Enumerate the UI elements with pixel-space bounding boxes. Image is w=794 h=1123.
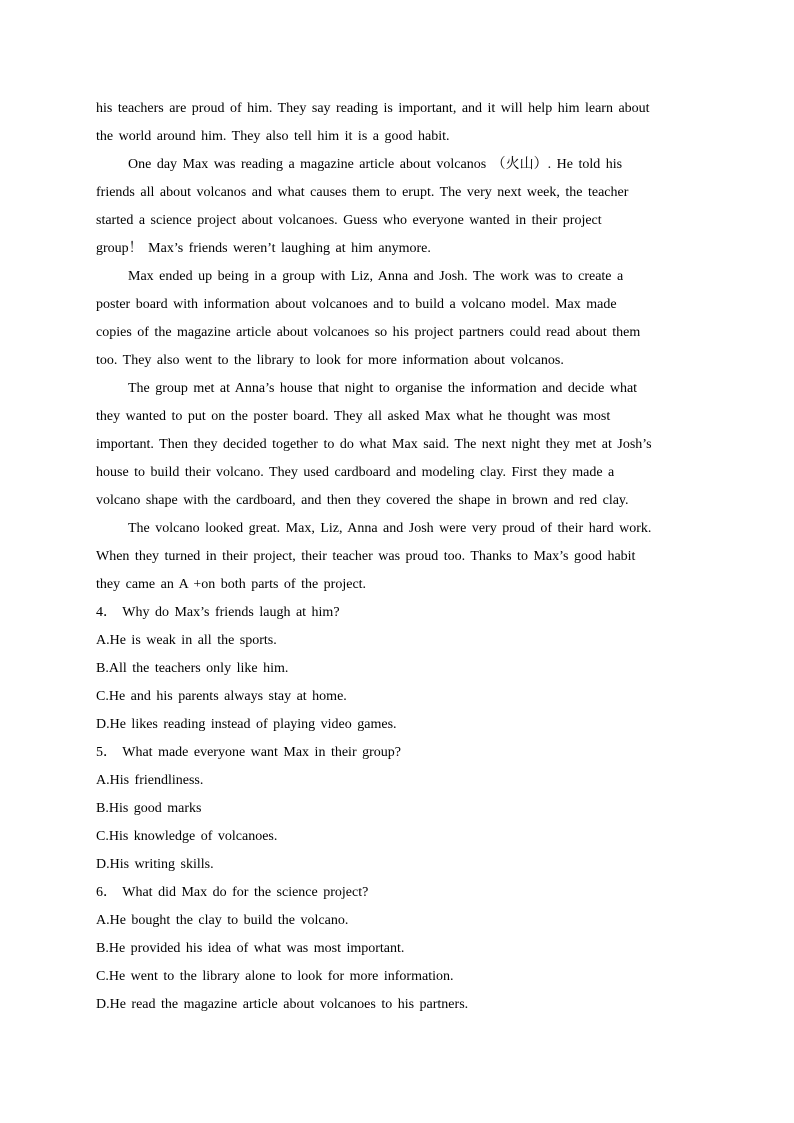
answer-option: D.He read the magazine article about volcanoes to his partners. <box>96 997 469 1012</box>
text-line: When they turned in their project, their teacher was proud too. Thanks to Max’s good habit <box>96 549 636 564</box>
text-line: group！ Max’s friends weren’t laughing at him anymore. <box>96 241 431 256</box>
answer-option: C.He and his parents always stay at home. <box>96 689 347 704</box>
text-line: The group met at Anna’s house that night to organise the information and decide what <box>128 381 638 396</box>
question-6 <box>96 879 696 1019</box>
text-line: his teachers are proud of him. They say reading is important, and it will help him learn about <box>96 101 650 116</box>
text-line: poster board with information about volcanoes and to build a volcano model. Max made <box>96 297 617 312</box>
answer-option: A.His friendliness. <box>96 773 204 788</box>
answer-option: C.He went to the library alone to look for more information. <box>96 969 454 984</box>
question-list <box>96 599 696 1019</box>
paragraph-4 <box>96 375 696 515</box>
paragraph-3 <box>96 263 696 375</box>
text-line: One day Max was reading a magazine article about volcanos （火山）. He told his <box>128 157 623 172</box>
text-line: the world around him. They also tell him it is a good habit. <box>96 129 450 144</box>
text-line: The volcano looked great. Max, Liz, Anna and Josh were very proud of their hard work. <box>128 521 652 536</box>
paragraph-1 <box>96 95 696 151</box>
answer-option: B.He provided his idea of what was most important. <box>96 941 405 956</box>
document-page <box>96 95 696 1019</box>
text-line: important. Then they decided together to do what Max said. The next night they met at Josh’s <box>96 437 652 452</box>
text-line: house to build their volcano. They used cardboard and modeling clay. First they made a <box>96 465 615 480</box>
answer-option: B.All the teachers only like him. <box>96 661 289 676</box>
text-line: started a science project about volcanoes. Guess who everyone wanted in their project <box>96 213 602 228</box>
answer-option: D.His writing skills. <box>96 857 214 872</box>
text-line: friends all about volcanos and what causes them to erupt. The very next week, the teacher <box>96 185 629 200</box>
question-stem: 6． What did Max do for the science project? <box>96 885 369 900</box>
question-stem: 4． Why do Max’s friends laugh at him? <box>96 605 340 620</box>
answer-option: D.He likes reading instead of playing video games. <box>96 717 397 732</box>
text-line: they wanted to put on the poster board. They all asked Max what he thought was most <box>96 409 611 424</box>
answer-option: A.He bought the clay to build the volcano. <box>96 913 349 928</box>
paragraph-2 <box>96 151 696 263</box>
text-line: too. They also went to the library to look for more information about volcanos. <box>96 353 564 368</box>
answer-option: C.His knowledge of volcanoes. <box>96 829 278 844</box>
question-4 <box>96 599 696 739</box>
text-line: Max ended up being in a group with Liz, Anna and Josh. The work was to create a <box>128 269 624 284</box>
text-line: copies of the magazine article about volcanoes so his project partners could read about them <box>96 325 641 340</box>
text-line: volcano shape with the cardboard, and then they covered the shape in brown and red clay. <box>96 493 629 508</box>
passage <box>96 95 696 599</box>
answer-option: A.He is weak in all the sports. <box>96 633 277 648</box>
question-5 <box>96 739 696 879</box>
question-stem: 5． What made everyone want Max in their group? <box>96 745 401 760</box>
text-line: they came an A +on both parts of the project. <box>96 577 367 592</box>
paragraph-5 <box>96 515 696 599</box>
answer-option: B.His good marks <box>96 801 202 816</box>
